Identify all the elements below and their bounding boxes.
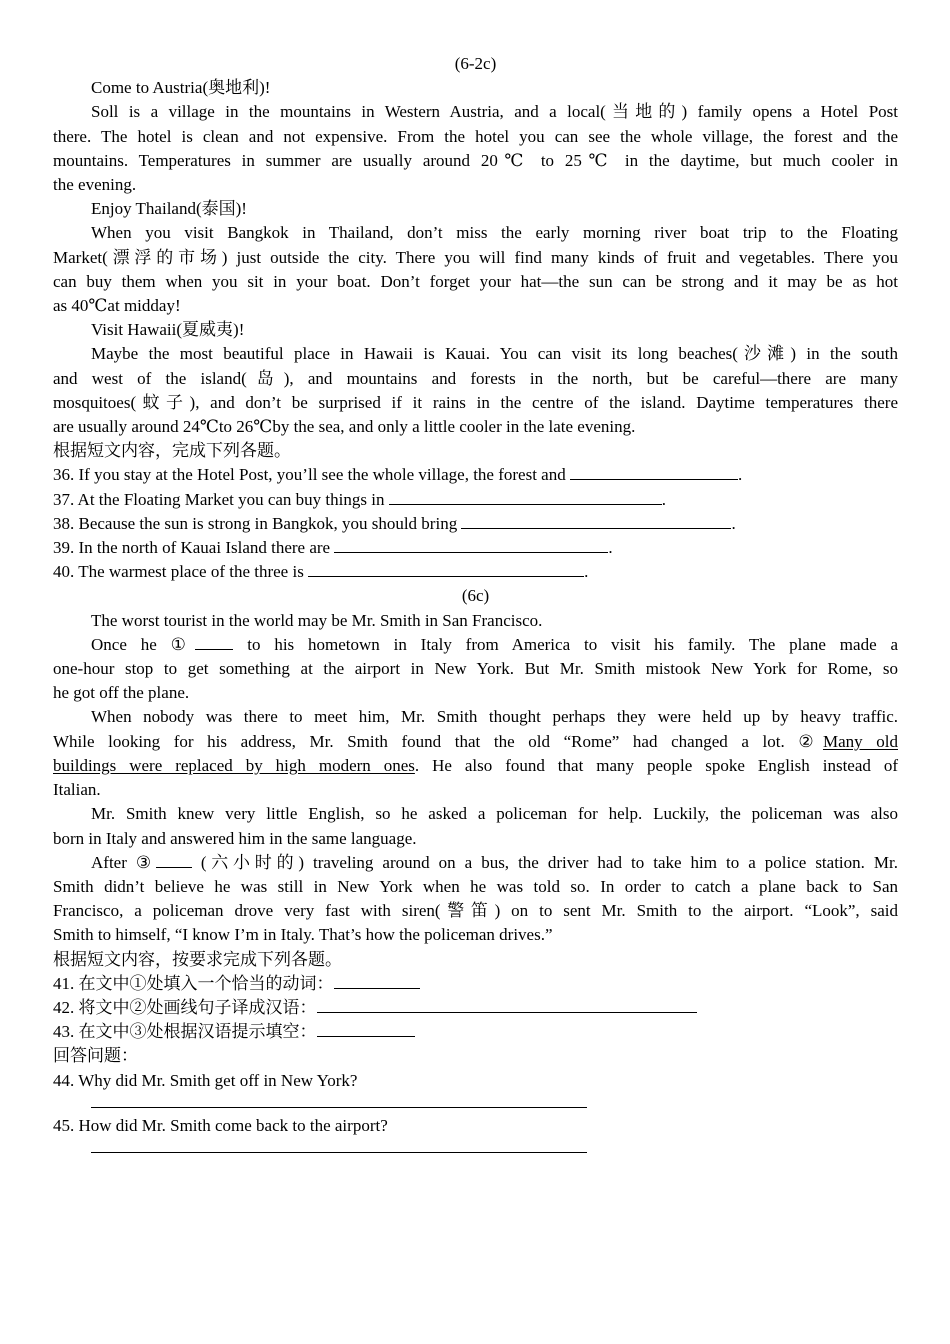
story-blank-1[interactable] xyxy=(195,634,233,650)
answer-blank-40[interactable] xyxy=(308,561,584,577)
question-38: 38. Because the sun is strong in Bangkok, you should bring . xyxy=(53,513,736,533)
story-line: Smith to himself, “I know I’m in Italy. That’s how the policeman drives.” xyxy=(53,925,553,945)
instruction-2: 根据短文内容，按要求完成下列各题。 xyxy=(53,949,342,969)
story-line: The worst tourist in the world may be Mr. Smith in San Francisco. xyxy=(91,610,543,630)
question-42: 42. 将文中②处画线句子译成汉语： xyxy=(53,996,898,1020)
underlined-sentence: Many old xyxy=(822,731,898,751)
story-line: born in Italy and answered him in the same language. xyxy=(53,828,417,848)
question-45: 45. How did Mr. Smith come back to the airport? xyxy=(53,1115,388,1135)
question-44: 44. Why did Mr. Smith get off in New York? xyxy=(53,1070,358,1090)
story-line: Italian. xyxy=(53,780,101,800)
austria-line: Soll is a village in the mountains in Western Austria, and a local(当地的) family opens a Hotel Post xyxy=(91,102,898,122)
story-line: While looking for his address, Mr. Smith found that the old “Rome” had changed a lot. ②Many old xyxy=(53,731,898,751)
question-37: 37. At the Floating Market you can buy things in . xyxy=(53,489,666,509)
section-code: (6-2c) xyxy=(454,54,497,73)
section-code: (6c) xyxy=(461,586,490,606)
story-line: Mr. Smith knew very little English, so he asked a policeman for help. Luckily, the policeman was also xyxy=(91,804,898,824)
story-line: Once he ① to his hometown in Italy from America to visit his family. The plane made a xyxy=(91,634,898,654)
austria-line: there. The hotel is clean and not expensive. From the hotel you can see the whole village, the forest and the xyxy=(53,126,898,146)
story-line: Francisco, a policeman drove very fast with siren(警笛) on to sent Mr. Smith to the airport. “Look”, said xyxy=(53,901,898,921)
question-41: 41. 在文中①处填入一个恰当的动词： xyxy=(53,972,898,996)
answer-blank-41[interactable] xyxy=(334,973,420,989)
thailand-line: Market(漂浮的市场) just outside the city. There you will find many kinds of fruit and vegetables. There you xyxy=(53,247,898,267)
instruction-1: 根据短文内容，完成下列各题。 xyxy=(53,441,291,461)
answer-blank-36[interactable] xyxy=(570,464,738,480)
underlined-sentence: buildings were replaced by high modern ones xyxy=(53,755,415,775)
hawaii-line: are usually around 24℃to 26℃by the sea, and only a little cooler in the late evening. xyxy=(53,417,636,437)
story-line: Smith didn’t believe he was still in New York when he was told so. In order to catch a plane back to San xyxy=(53,876,898,896)
story-line: buildings were replaced by high modern ones. He also found that many people spoke English instead of xyxy=(53,755,898,775)
story-line: After ③ (六小时的) traveling around on a bus, the driver had to take him to a police station. Mr. xyxy=(91,852,898,872)
story-line: When nobody was there to meet him, Mr. Smith thought perhaps they were held up by heavy traffic. xyxy=(91,707,898,727)
hawaii-line: and west of the island(岛), and mountains and forests in the north, but be careful—there are many xyxy=(53,368,898,388)
thailand-line: can buy them when you sit in your boat. Don’t forget your hat—the sun can be strong and it may be as hot xyxy=(53,271,898,291)
hawaii-line: mosquitoes(蚊子), and don’t be surprised if it rains in the centre of the island. Daytime temperatures there xyxy=(53,392,898,412)
answer-blank-42[interactable] xyxy=(317,997,697,1013)
hawaii-line: Maybe the most beautiful place in Hawaii is Kauai. You can visit its long beaches(沙滩) in the south xyxy=(91,344,898,364)
answer-blank-39[interactable] xyxy=(334,537,608,553)
worksheet-page xyxy=(53,52,898,1159)
answer-blank-38[interactable] xyxy=(461,513,731,529)
answer-line-44[interactable] xyxy=(91,1093,587,1108)
austria-heading: Come to Austria(奥地利)! xyxy=(91,78,271,98)
thailand-line: When you visit Bangkok in Thailand, don’t miss the early morning river boat trip to the Floating xyxy=(91,223,898,243)
story-line: he got off the plane. xyxy=(53,683,190,703)
question-40: 40. The warmest place of the three is . xyxy=(53,562,589,582)
austria-line: mountains. Temperatures in summer are usually around 20℃ to 25℃ in the daytime, but much cooler in xyxy=(53,150,898,170)
answer-heading: 回答问题： xyxy=(53,1046,138,1066)
thailand-line: as 40℃at midday! xyxy=(53,296,181,316)
answer-line-45[interactable] xyxy=(91,1138,587,1153)
austria-line: the evening. xyxy=(53,175,137,195)
question-39: 39. In the north of Kauai Island there are . xyxy=(53,538,613,558)
hawaii-heading: Visit Hawaii(夏威夷)! xyxy=(91,320,245,340)
answer-blank-43[interactable] xyxy=(317,1021,415,1037)
question-36: 36. If you stay at the Hotel Post, you’ll see the whole village, the forest and . xyxy=(53,465,743,485)
answer-blank-37[interactable] xyxy=(389,489,662,505)
story-blank-3[interactable] xyxy=(156,852,192,868)
story-line: one-hour stop to get something at the airport in New York. But Mr. Smith mistook New York for Rome, so xyxy=(53,659,898,679)
thailand-heading: Enjoy Thailand(泰国)! xyxy=(91,199,247,219)
question-43: 43. 在文中③处根据汉语提示填空： xyxy=(53,1020,898,1044)
